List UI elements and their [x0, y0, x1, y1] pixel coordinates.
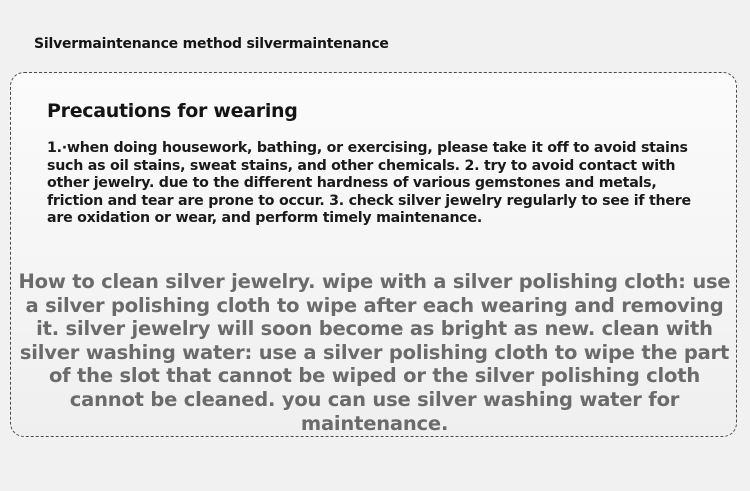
- cleaning-paragraph: How to clean silver jewelry. wipe with a silver polishing cloth: use a silver polishing cloth to wipe after each wearing and removing it. silver jewelry will soon become as bright as new. clean with silver washing water: use a silver polishing cloth to wipe the part of the slot that cannot be wiped or the silver polishing cloth cannot be cleaned. you can use silver washing water for maintenance.: [18, 270, 731, 435]
- precautions-paragraph: 1.·when doing housework, bathing, or exercising, please take it off to avoid stains such as oil stains, sweat stains, and other chemicals. 2. try to avoid contact with other jewelry. due to the different hardness of various gemstones and metals, friction and tear are prone to occur. 3. check silver jewelry regularly to see if there are oxidation or wear, and perform timely maintenance.: [47, 140, 691, 226]
- info-card: [10, 72, 737, 437]
- page-title: Silvermaintenance method silvermaintenance: [34, 36, 389, 52]
- section-heading: Precautions for wearing: [47, 100, 298, 122]
